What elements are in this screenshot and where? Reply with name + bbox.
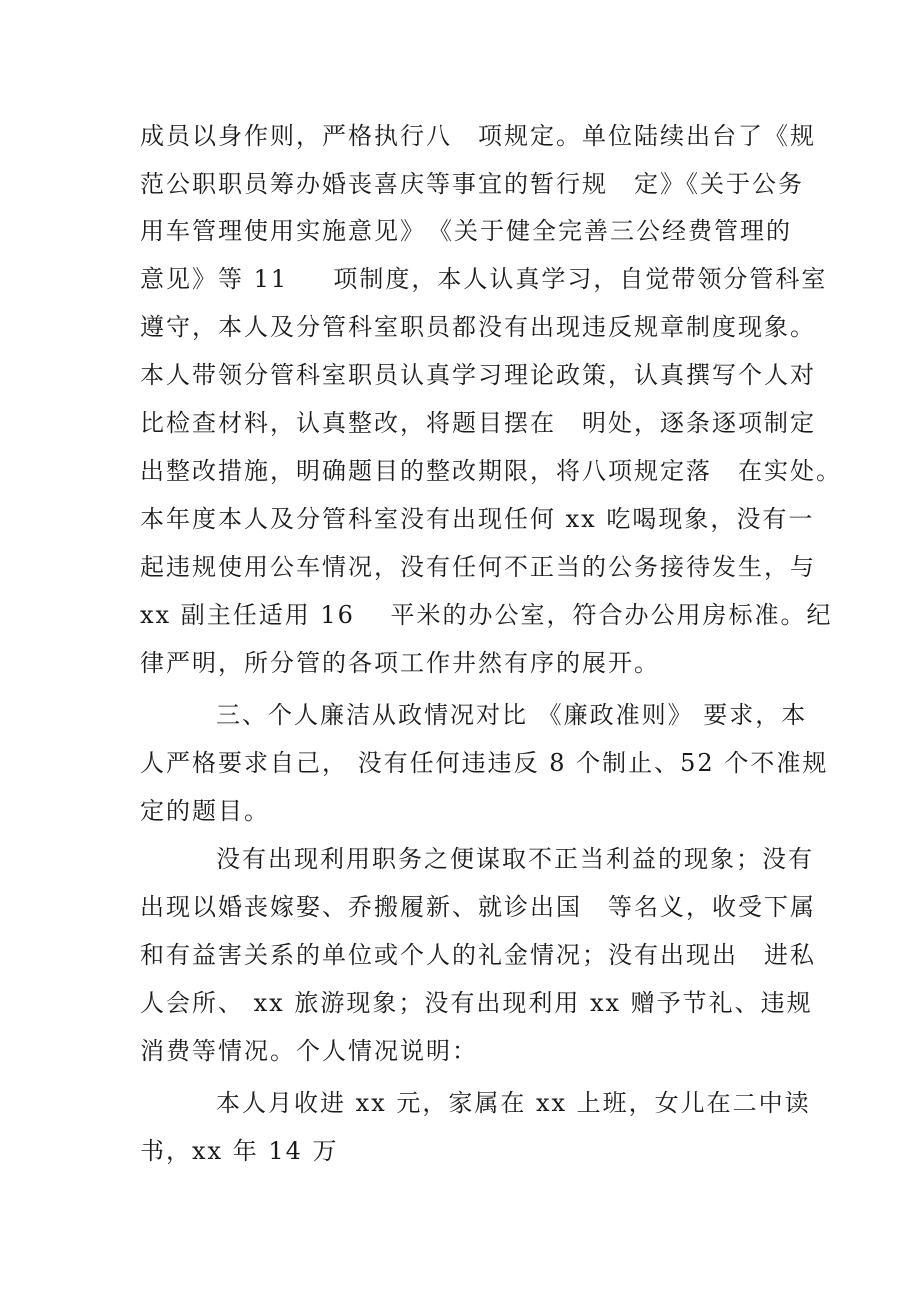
text-line: 用车管理使用实施意见》 《关于健全完善三公经费管理的 — [140, 217, 792, 245]
section-heading-line: 三、个人廉洁从政情况对比 《廉政准则》 要求，本 — [216, 701, 808, 729]
text-line: 书，xx 年 14 万 — [140, 1137, 339, 1165]
text-line: 人严格要求自己， 没有任何违违反 8 个制止、52 个不准规 — [140, 749, 829, 777]
text-line: 和有益害关系的单位或个人的礼金情况；没有出现出 进私 — [140, 941, 816, 969]
text-line: 范公职职员筹办婚丧喜庆等事宜的暂行规 定》《关于公务 — [140, 170, 804, 198]
text-line: xx 副主任适用 16 平米的办公室，符合办公用房标准。纪 — [140, 601, 833, 629]
text-line: 人会所、 xx 旅游现象；没有出现利用 xx 赠予节礼、违规 — [140, 989, 813, 1017]
text-line: 成员以身作则，严格执行八 项规定。单位陆续出台了《规 — [140, 122, 816, 150]
text-line: 起违规使用公车情况，没有任何不正当的公务接待发生，与 — [140, 553, 816, 581]
paragraph-start-line: 没有出现利用职务之便谋取不正当利益的现象；没有 — [216, 845, 814, 873]
text-line: 出现以婚丧嫁娶、乔搬履新、就诊出国 等名义，收受下属 — [140, 893, 816, 921]
text-line: 消费等情况。个人情况说明： — [140, 1037, 478, 1065]
text-line: 本人带领分管科室职员认真学习理论政策，认真撰写个人对 — [140, 361, 816, 389]
text-line: 遵守，本人及分管科室职员都没有出现违反规章制度现象。 — [140, 313, 816, 341]
text-line: 本年度本人及分管科室没有出现任何 xx 吃喝现象，没有一 — [140, 505, 815, 533]
text-line: 意见》等 11 项制度，本人认真学习，自觉带领分管科室 — [140, 265, 828, 293]
text-line: 比检查材料，认真整改，将题目摆在 明处，逐条逐项制定 — [140, 409, 816, 437]
text-line: 出整改措施，明确题目的整改期限，将八项规定落 在实处。 — [140, 457, 842, 485]
text-line: 律严明，所分管的各项工作井然有序的展开。 — [140, 649, 660, 677]
paragraph-start-line: 本人月收进 xx 元，家属在 xx 上班，女儿在二中读 — [216, 1089, 811, 1117]
text-line: 定的题目。 — [140, 797, 270, 825]
